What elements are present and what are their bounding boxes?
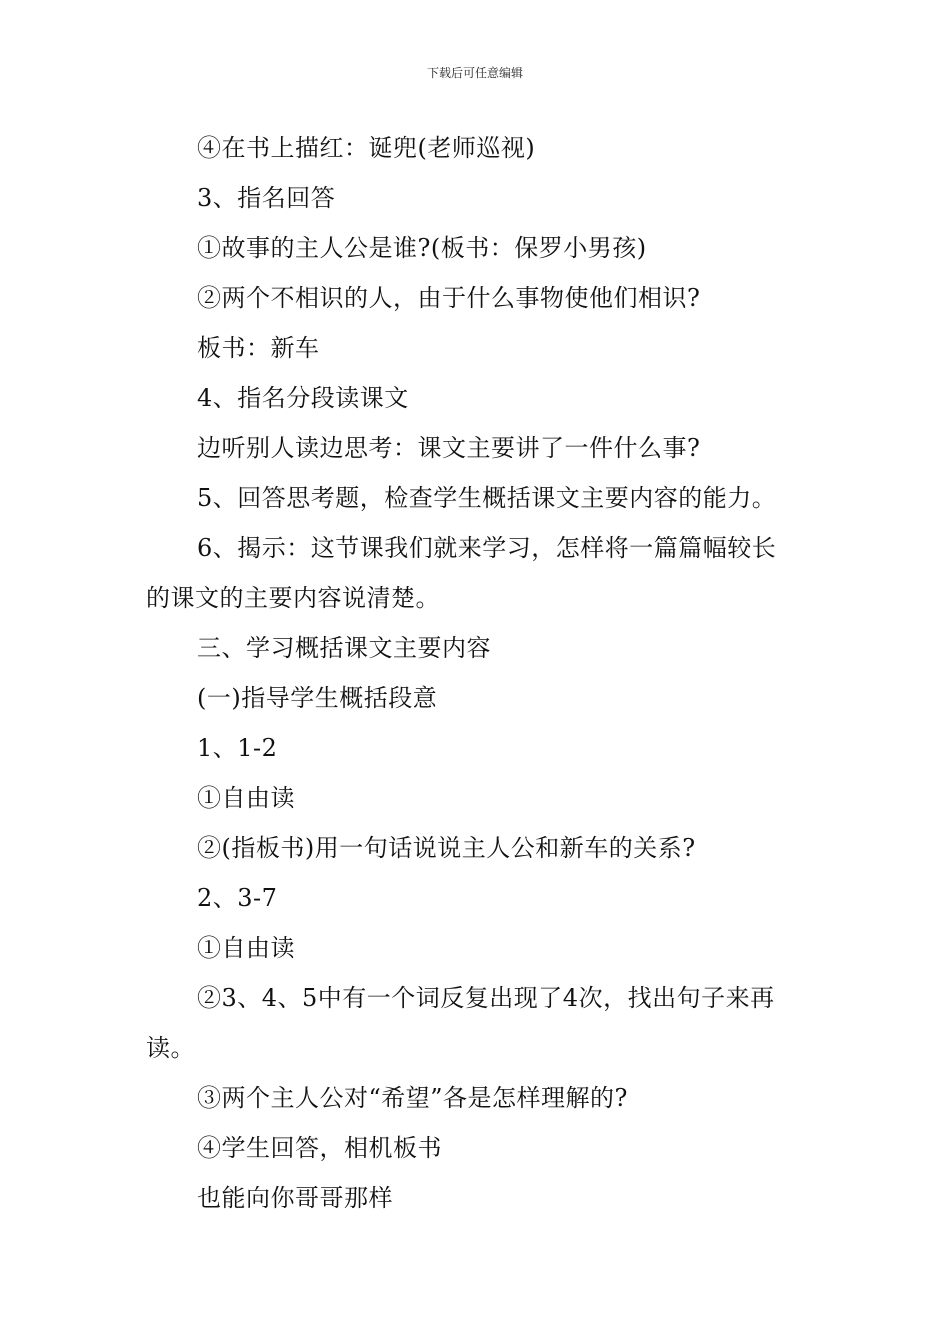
text-line: ③两个主人公对“希望”各是怎样理解的? <box>197 1084 628 1112</box>
page-header: 下载后可任意编辑 <box>426 66 523 80</box>
text-line: 4、指名分段读课文 <box>197 384 409 412</box>
text-line: ①故事的主人公是谁?(板书：保罗小男孩) <box>197 234 647 262</box>
text-line: ①自由读 <box>197 784 295 812</box>
text-line: 5、回答思考题，检查学生概括课文主要内容的能力。 <box>197 484 777 512</box>
text-line: 3、指名回答 <box>197 184 336 212</box>
text-line: ④在书上描红：诞兜(老师巡视) <box>197 134 536 162</box>
text-line: ②(指板书)用一句话说说主人公和新车的关系? <box>197 834 696 862</box>
text-line: 1、1-2 <box>197 734 278 762</box>
text-line: 2、3-7 <box>197 884 278 912</box>
text-line: 板书：新车 <box>197 334 320 362</box>
text-line: ①自由读 <box>197 934 295 962</box>
text-line: 也能向你哥哥那样 <box>197 1184 393 1212</box>
text-line: ②3、4、5中有一个词反复出现了4次，找出句子来再 <box>197 984 775 1012</box>
text-line: 的课文的主要内容说清楚。 <box>146 584 440 612</box>
text-line: 读。 <box>146 1034 195 1062</box>
text-line: 边听别人读边思考：课文主要讲了一件什么事? <box>197 434 701 462</box>
text-line: ④学生回答，相机板书 <box>197 1134 442 1162</box>
text-line: (一)指导学生概括段意 <box>197 684 438 712</box>
section-heading: 三、学习概括课文主要内容 <box>197 634 491 662</box>
text-line: 6、揭示：这节课我们就来学习，怎样将一篇篇幅较长 <box>197 534 777 562</box>
text-line: ②两个不相识的人，由于什么事物使他们相识? <box>197 284 701 312</box>
